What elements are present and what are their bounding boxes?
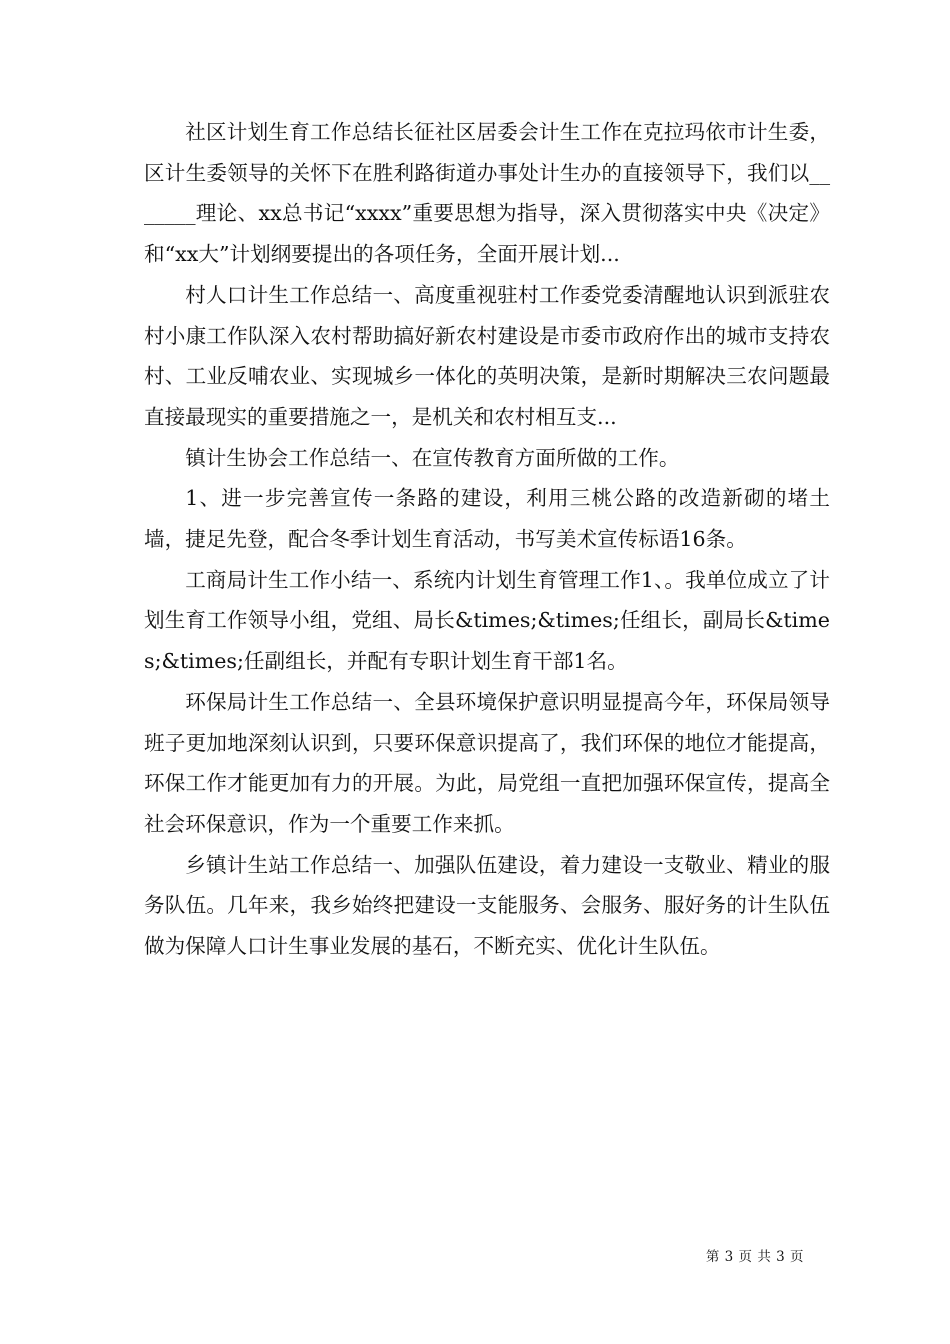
paragraph-village-population: 村人口计生工作总结一、高度重视驻村工作委党委清醒地认识到派驻农村小康工作队深入农村帮助搞好新农村建设是市委市政府作出的城市支持农村、工业反哺农业、实现城乡一体化的英明决策，是新时期解决三农问题最直接最现实的重要措施之一，是机关和农村相互支... — [144, 282, 830, 429]
paragraph-community-family-planning: 社区计划生育工作总结长征社区居委会计生工作在克拉玛依市计生委，区计生委领导的关怀下在胜利路街道办事处计生办的直接领导下，我们以_______理论、xx总书记“xxxx”重要思想为指导，深入贯彻落实中央《决定》和“xx大”计划纲要提出的各项任务，全面开展计划... — [144, 120, 830, 267]
paragraph-town-association: 镇计生协会工作总结一、在宣传教育方面所做的工作。 — [185, 445, 680, 470]
page-number-footer: 第 3 页 共 3 页 — [705, 1249, 804, 1265]
paragraph-propaganda-road: 1、进一步完善宣传一条路的建设，利用三桃公路的改造新砌的堵土墙，捷足先登，配合冬季计划生育活动，书写美术宣传标语16条。 — [144, 486, 830, 552]
paragraph-environmental-bureau: 环保局计生工作总结一、全县环境保护意识明显提高今年，环保局领导班子更加地深刻认识到，只要环保意识提高了，我们环保的地位才能提高，环保工作才能更加有力的开展。为此，局党组一直把加强环保宣传，提高全社会环保意识，作为一个重要工作来抓。 — [144, 689, 830, 836]
paragraph-township-station: 乡镇计生站工作总结一、加强队伍建设，着力建设一支敬业、精业的服务队伍。几年来，我乡始终把建设一支能服务、会服务、服好务的计生队伍做为保障人口计生事业发展的基石，不断充实、优化计生队伍。 — [144, 852, 830, 959]
paragraph-industry-commerce-bureau: 工商局计生工作小结一、系统内计划生育管理工作1、。我单位成立了计划生育工作领导小组，党组、局长&times;&times;任组长，副局长&times;&times;任副组长，并配有专职计划生育干部1名。 — [144, 567, 830, 674]
document-body — [144, 112, 830, 967]
